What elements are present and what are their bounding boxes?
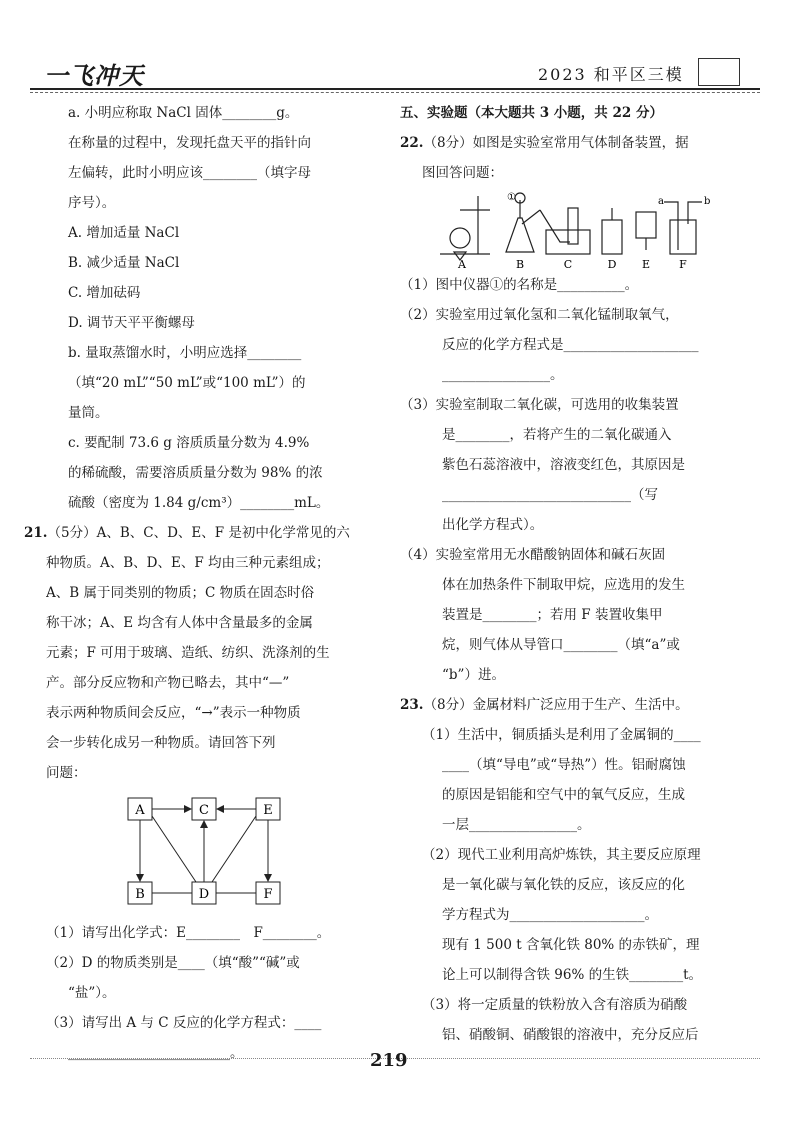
- sub-question: “b”）进。: [442, 667, 505, 683]
- sub-question: （2）实验室用过氧化氢和二氧化锰制取氧气，: [400, 307, 679, 323]
- sub-question: 体在加热条件下制取甲烷，应选用的发生: [442, 577, 685, 593]
- apparatus-label: E: [641, 258, 651, 270]
- sub-question: （4）实验室常用无水醋酸钠固体和碱石灰固: [400, 547, 666, 563]
- sub-question: 学方程式为____________________。: [442, 907, 658, 923]
- text-line: A、B 属于同类别的物质；C 物质在固态时俗: [46, 585, 315, 601]
- text-line: 称干冰；A、E 均含有人体中含量最多的金属: [46, 615, 313, 631]
- apparatus-label: F: [679, 258, 687, 270]
- text-line: 问题：: [46, 765, 87, 781]
- apparatus-e-bottle: [636, 212, 656, 238]
- node-e-label: E: [263, 803, 273, 818]
- sub-question: 紫色石蕊溶液中，溶液变红色，其原因是: [442, 457, 685, 473]
- text-line: 图回答问题：: [422, 165, 503, 181]
- question-22-stem: [400, 128, 740, 158]
- sub-question: （3）请写出 A 与 C 反应的化学方程式：____: [46, 1015, 322, 1031]
- sub-question: 现有 1 500 t 含氧化铁 80% 的赤铁矿，理: [442, 937, 700, 953]
- sub-question: 是________，若将产生的二氧化碳通入: [442, 427, 672, 443]
- sub-question: （1）图中仪器①的名称是__________。: [400, 277, 639, 293]
- apparatus-figure: [400, 188, 740, 270]
- text-line: （填“20 mL”“50 mL”或“100 mL”）的: [68, 375, 306, 391]
- node-b-label: B: [135, 887, 145, 902]
- text-line: 左偏转，此时小明应该________（填字母: [68, 165, 311, 181]
- apparatus-svg: [430, 190, 720, 270]
- node-f-label: F: [263, 887, 273, 902]
- text-line: 表示两种物质间会反应，“→”表示一种物质: [46, 705, 301, 721]
- sub-question: ________________________。: [68, 1045, 244, 1061]
- apparatus-f-tube-b: [688, 202, 702, 224]
- sub-question: 铝、硝酸铜、硝酸银的溶液中，充分反应后: [442, 1027, 699, 1043]
- text-line: 序号）。: [68, 195, 116, 211]
- option-line: A. 增加适量 NaCl: [68, 225, 180, 241]
- apparatus-a-flask: [450, 228, 470, 248]
- text-line: （5分）A、B、C、D、E、F 是初中化学常见的六: [47, 525, 350, 541]
- sub-question: （3）将一定质量的铁粉放入含有溶质为硝酸: [422, 997, 688, 1013]
- instrument-marker: ①: [507, 192, 516, 203]
- apparatus-c-cylinder: [568, 208, 578, 244]
- sub-question: 烷，则气体从导管口________（填“a”或: [442, 637, 680, 653]
- apparatus-d-bottle: [602, 220, 622, 254]
- question-number: 22.: [400, 135, 424, 151]
- sub-question: ____（填“导电”或“导热”）性。铝耐腐蚀: [442, 757, 686, 773]
- text-line: 的稀硫酸，需要溶质质量分数为 98% 的浓: [68, 465, 323, 481]
- sub-question: 装置是________；若用 F 装置收集甲: [442, 607, 663, 623]
- sub-question: （1）生活中，铜质插头是利用了金属铜的____: [422, 727, 701, 743]
- sub-question: 论上可以制得含铁 96% 的生铁________t。: [442, 967, 703, 983]
- apparatus-label: B: [515, 258, 525, 270]
- brand-logo: 一飞冲天: [44, 62, 144, 90]
- node-c-label: C: [199, 803, 209, 818]
- text-line: （8分）金属材料广泛应用于生产、生活中。: [423, 697, 689, 713]
- option-line: B. 减少适量 NaCl: [68, 255, 180, 271]
- text-line: （8分）如图是实验室常用气体制备装置，据: [423, 135, 689, 151]
- sub-question: （1）请写出化学式：E________ F________。: [46, 925, 331, 941]
- text-line: a. 小明应称取 NaCl 固体________g。: [68, 105, 299, 121]
- apparatus-label: C: [563, 258, 573, 270]
- relationship-diagram: [46, 788, 390, 918]
- sub-question: （3）实验室制取二氧化碳，可选用的收集装置: [400, 397, 679, 413]
- sub-question: “盐”）。: [68, 985, 116, 1001]
- header-rule: [30, 88, 760, 90]
- apparatus-label: A: [458, 258, 466, 270]
- sub-question: 反应的化学方程式是____________________: [442, 337, 699, 353]
- sub-question: （2）D 的物质类别是____（填“酸”“碱”或: [46, 955, 300, 971]
- port-b-label: b: [704, 196, 711, 207]
- apparatus-f-bottle: [670, 220, 696, 254]
- sub-question: （2）现代工业利用高炉炼铁，其主要反应原理: [422, 847, 701, 863]
- option-line: C. 增加砝码: [68, 285, 141, 301]
- page-number: 219: [370, 1050, 408, 1071]
- text-line: b. 量取蒸馏水时，小明应选择________: [68, 345, 302, 361]
- node-a-label: A: [135, 803, 145, 818]
- relationship-diagram-svg: [126, 796, 286, 908]
- apparatus-b-tube: [522, 210, 540, 224]
- apparatus-label: D: [607, 258, 617, 270]
- question-number: 21.: [24, 525, 48, 541]
- apparatus-b-flask: [506, 218, 534, 252]
- left-column: [24, 98, 390, 1068]
- sub-question: ____________________________（写: [442, 487, 658, 503]
- edge-e-d: [212, 816, 256, 882]
- apparatus-f-tube-a: [664, 202, 678, 250]
- port-a-label: a: [658, 196, 664, 207]
- page-header-title: 2023 和平区三模: [538, 65, 684, 84]
- node-d-label: D: [198, 887, 210, 902]
- text-line: 量筒。: [68, 405, 109, 421]
- edge-a-d: [152, 816, 196, 882]
- book-icon: [698, 58, 740, 86]
- sub-question: 出化学方程式）。: [442, 517, 544, 533]
- option-line: D. 调节天平平衡螺母: [68, 315, 195, 331]
- sub-question: 的原因是铝能和空气中的氧气反应，生成: [442, 787, 685, 803]
- text-line: 种物质。A、B、D、E、F 均由三种元素组成；: [46, 555, 330, 571]
- question-23-stem: [400, 690, 740, 720]
- sub-question: 是一氧化碳与氧化铁的反应，该反应的化: [442, 877, 685, 893]
- text-line: 元素；F 可用于玻璃、造纸、纺织、洗涤剂的生: [46, 645, 330, 661]
- text-line: 会一步转化成另一种物质。请回答下列: [46, 735, 276, 751]
- question-21-stem: [24, 518, 390, 548]
- sub-question: ________________。: [442, 367, 564, 383]
- text-line: c. 要配制 73.6 g 溶质质量分数为 4.9%: [68, 435, 310, 451]
- text-line: 产。部分反应物和产物已略去，其中“—”: [46, 675, 290, 691]
- text-line: 硫酸（密度为 1.84 g/cm³）________mL。: [68, 495, 330, 511]
- right-column: [400, 98, 740, 1050]
- sub-question: 一层________________。: [442, 817, 591, 833]
- apparatus-c-tube: [540, 210, 570, 242]
- section-heading: 五、实验题（本大题共 3 小题，共 22 分）: [400, 105, 663, 121]
- header-dashed-rule: [30, 92, 760, 93]
- question-number: 23.: [400, 697, 424, 713]
- text-line: 在称量的过程中，发现托盘天平的指针向: [68, 135, 311, 151]
